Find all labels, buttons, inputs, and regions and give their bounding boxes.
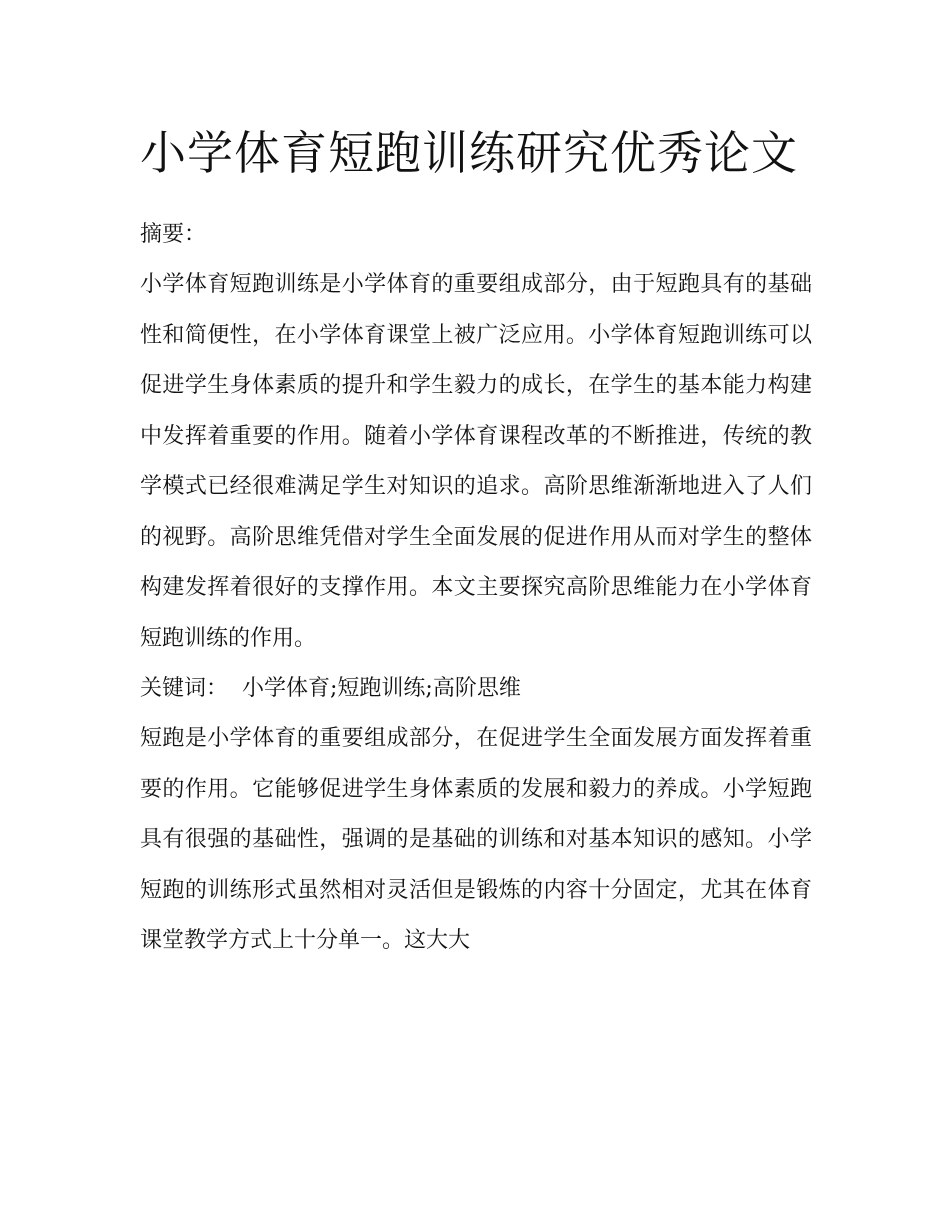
document-title: 小学体育短跑训练研究优秀论文 bbox=[140, 126, 798, 180]
document-content bbox=[140, 112, 812, 967]
keywords-line bbox=[140, 664, 812, 714]
abstract-paragraph: 小学体育短跑训练是小学体育的重要组成部分，由于短跑具有的基础性和简便性，在小学体育课堂上被广泛应用。小学体育短跑训练可以促进学生身体素质的提升和学生毅力的成长，在学生的基本能力构建中发挥着重要的作用。随着小学体育课程改革的不断推进，传统的教学模式已经很难满足学生对知识的追求。高阶思维渐渐地进入了人们的视野。高阶思维凭借对学生全面发展的促进作用从而对学生的整体构建发挥着很好的支撑作用。本文主要探究高阶思维能力在小学体育短跑训练的作用。 bbox=[140, 272, 812, 651]
body-paragraph: 短跑是小学体育的重要组成部分，在促进学生全面发展方面发挥着重要的作用。它能够促进学生身体素质的发展和毅力的养成。小学短跑具有很强的基础性，强调的是基础的训练和对基本知识的感知。小学短跑的训练形式虽然相对灵活但是锻炼的内容十分固定，尤其在体育课堂教学方式上十分单一。这大大 bbox=[140, 726, 812, 953]
keywords-value: 小学体育;短跑训练;高阶思维 bbox=[242, 676, 521, 701]
keywords-label: 关键词： bbox=[140, 676, 229, 701]
abstract-label: 摘要： bbox=[140, 222, 207, 247]
